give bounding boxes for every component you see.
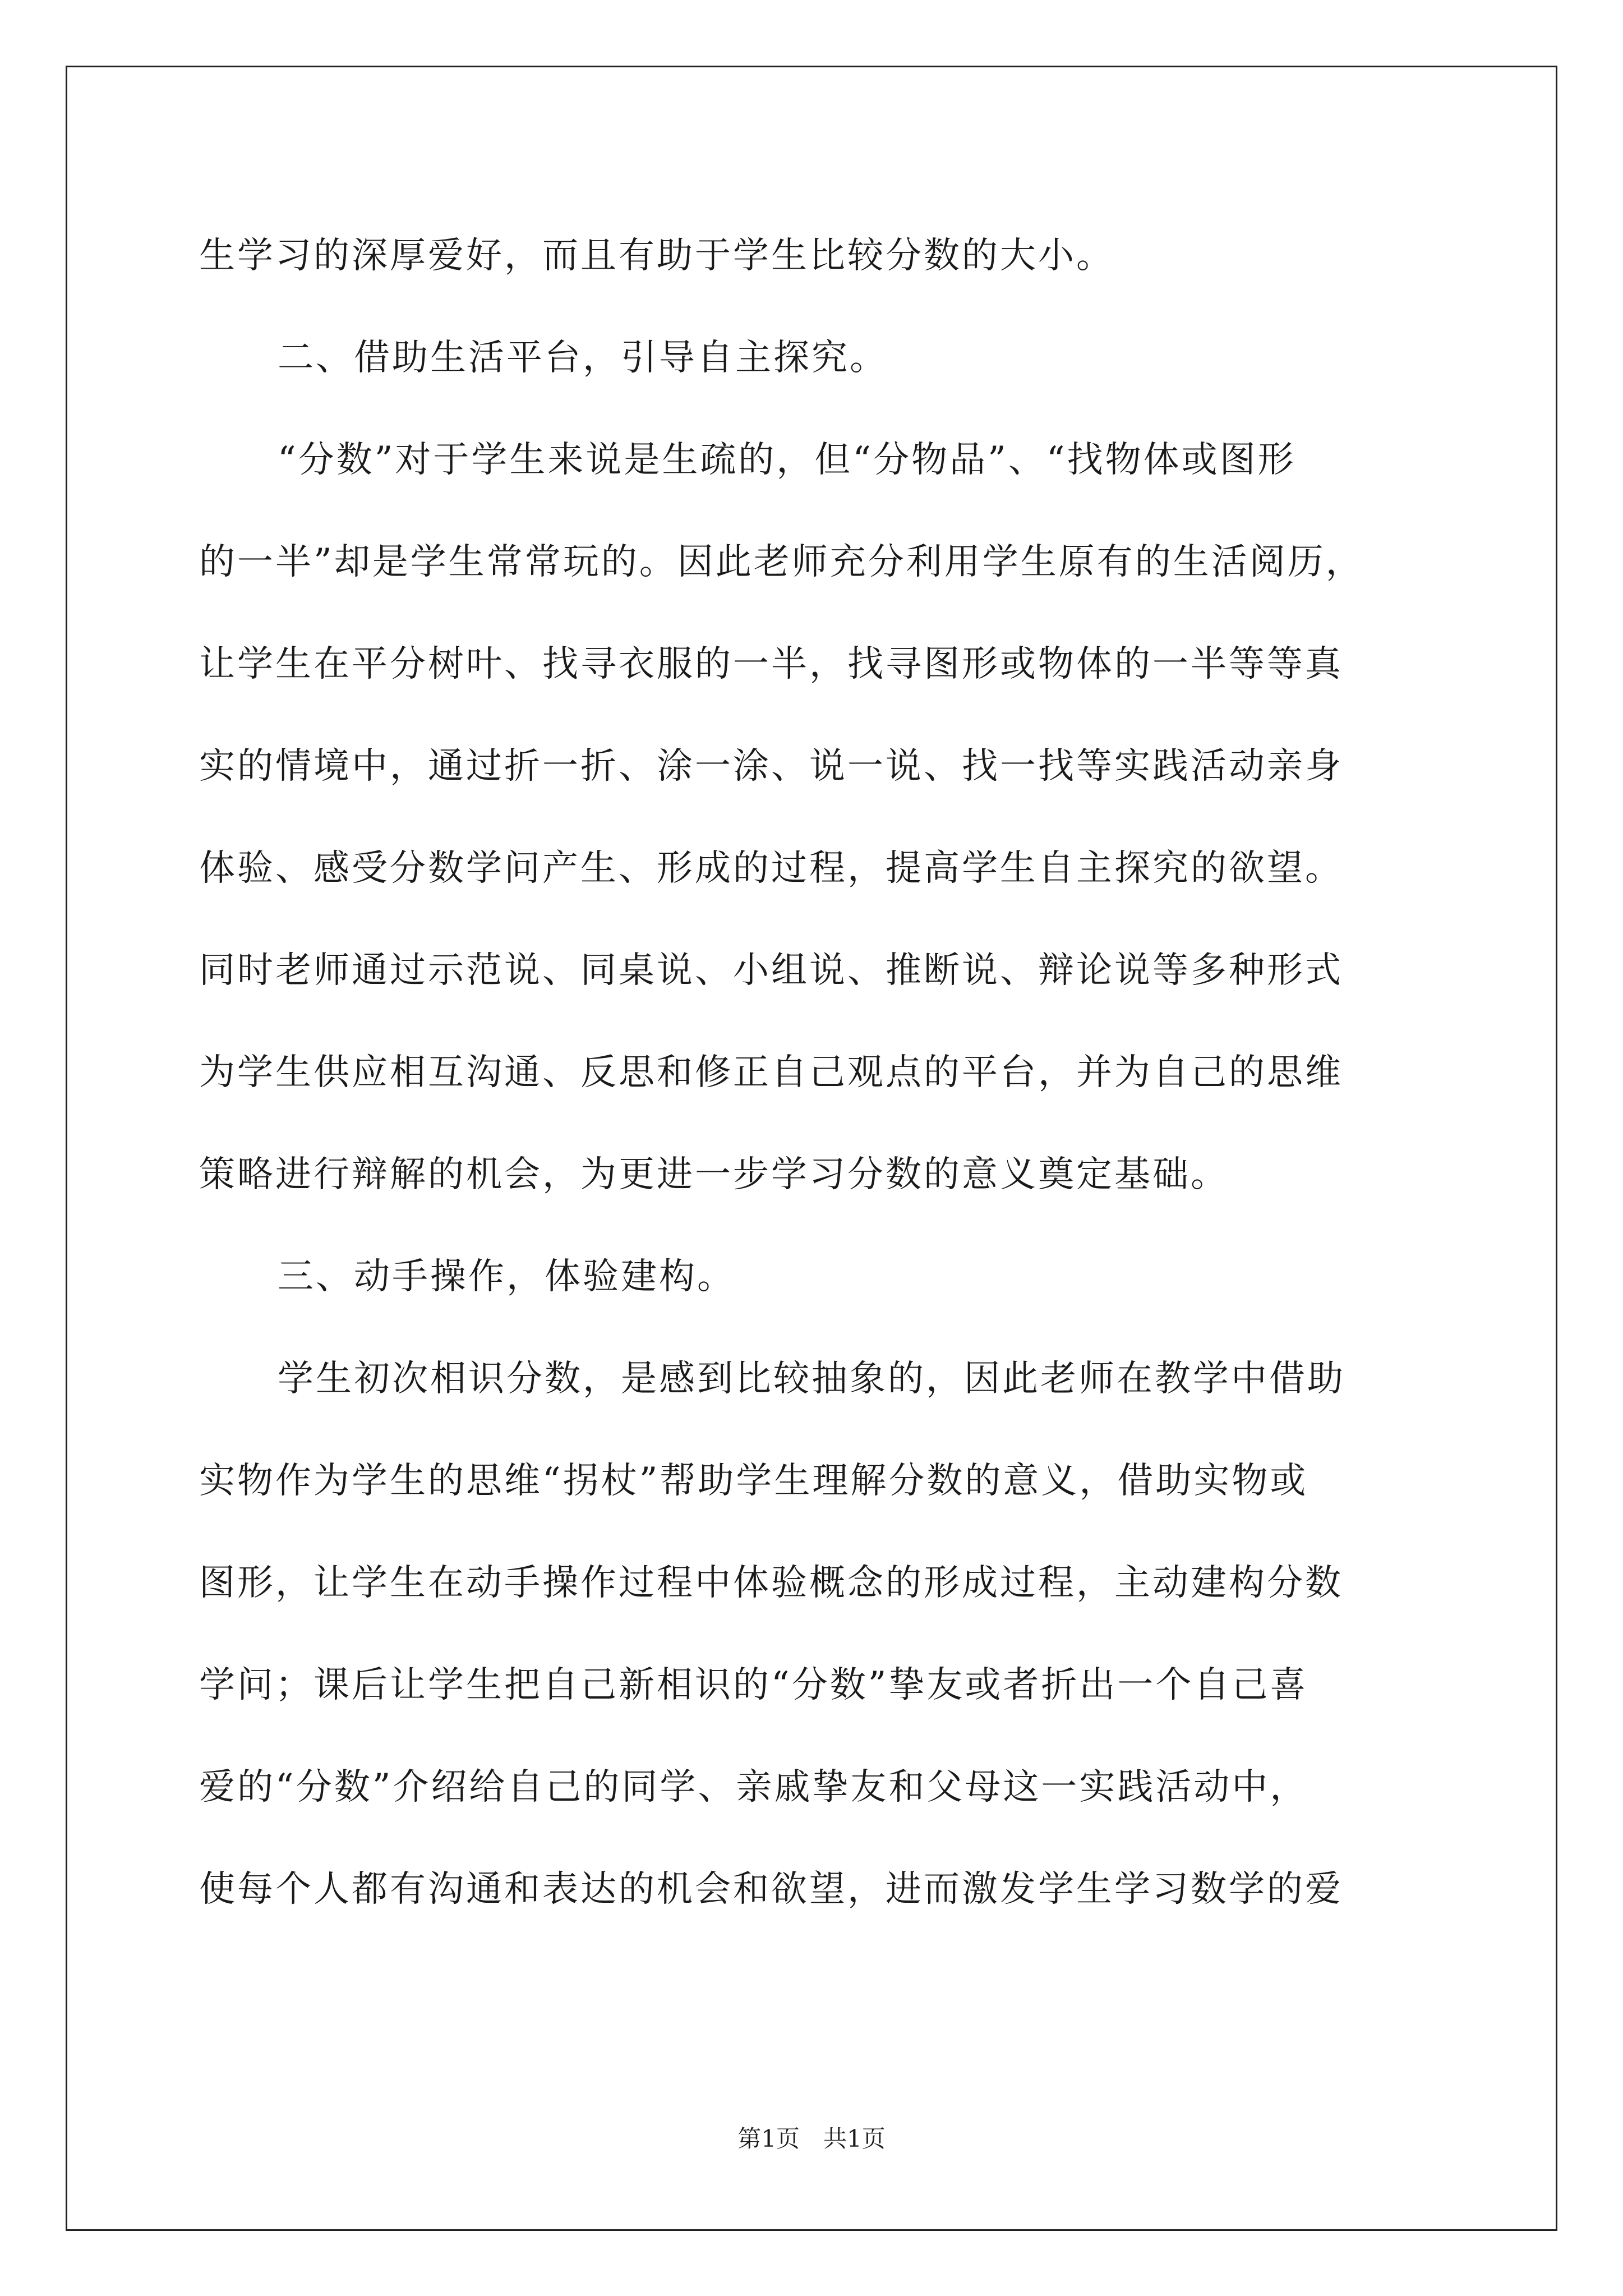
text-line: 实的情境中，通过折一折、涂一涂、说一说、找一找等实践活动亲身: [199, 746, 1343, 787]
page-number: 第1页 共1页: [737, 2125, 886, 2152]
text-line: 让学生在平分树叶、找寻衣服的一半，找寻图形或物体的一半等等真: [199, 643, 1343, 685]
section-heading: 三、动手操作，体验建构。: [278, 1256, 735, 1297]
text-line: “分数”对于学生来说是生疏的，但“分物品”、“找物体或图形: [278, 439, 1296, 481]
text-line: 学生初次相识分数，是感到比较抽象的，因此老师在教学中借助: [278, 1358, 1345, 1400]
text-line: 策略进行辩解的机会，为更进一步学习分数的意义奠定基础。: [199, 1154, 1229, 1195]
text-line: 体验、感受分数学问产生、形成的过程，提高学生自主探究的欲望。: [199, 848, 1343, 889]
text-line: 的一半”却是学生常常玩的。因此老师充分利用学生原有的生活阅历，: [199, 541, 1364, 583]
text-line: 爱的“分数”介绍给自己的同学、亲戚挚友和父母这一实践活动中，: [199, 1766, 1308, 1808]
text-line: 使每个人都有沟通和表达的机会和欲望，进而激发学生学习数学的爱: [199, 1869, 1343, 1910]
section-heading: 二、借助生活平台，引导自主探究。: [278, 337, 888, 379]
text-line: 生学习的深厚爱好，而且有助于学生比较分数的大小。: [199, 235, 1114, 277]
text-line: 图形，让学生在动手操作过程中体验概念的形成过程，主动建构分数: [199, 1562, 1343, 1604]
text-line: 学问；课后让学生把自己新相识的“分数”挚友或者折出一个自己喜: [199, 1664, 1308, 1706]
text-line: 实物作为学生的思维“拐杖”帮助学生理解分数的意义，借助实物或: [199, 1460, 1308, 1502]
text-line: 同时老师通过示范说、同桌说、小组说、推断说、辩论说等多种形式: [199, 950, 1343, 991]
text-line: 为学生供应相互沟通、反思和修正自己观点的平台，并为自己的思维: [199, 1052, 1343, 1093]
document-body: [199, 205, 1438, 1940]
